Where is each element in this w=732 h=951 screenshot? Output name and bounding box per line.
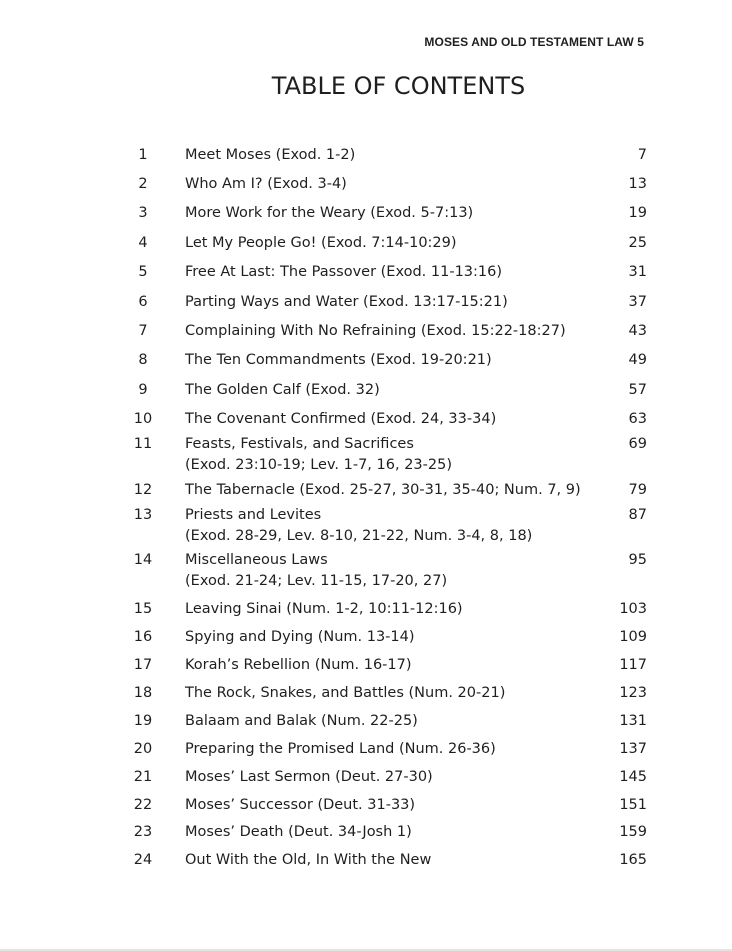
toc-entry-title — [185, 767, 433, 788]
toc-entry-title-line: Meet Moses (Exod. 1-2) — [185, 147, 356, 163]
toc-entry-title-line: Priests and Levites — [185, 507, 322, 523]
toc-entry-number: 11 — [133, 436, 153, 452]
toc-entry-title — [185, 434, 452, 476]
toc-entry-title-line: Free At Last: The Passover (Exod. 11-13:16) — [185, 264, 503, 280]
toc-entry-title-line: Moses’ Last Sermon (Deut. 27-30) — [185, 769, 433, 785]
page-title: TABLE OF CONTENTS — [271, 72, 526, 100]
toc-entry-title — [185, 683, 505, 704]
toc-entry-title-line: Leaving Sinai (Num. 1-2, 10:11-12:16) — [185, 601, 463, 617]
toc-entry-number: 13 — [133, 507, 153, 523]
toc-entry-number: 9 — [138, 382, 148, 398]
toc-entry-title-line: Spying and Dying (Num. 13-14) — [185, 629, 415, 645]
toc-entry-page-number: 43 — [628, 323, 647, 339]
toc-entry-scripture-line: (Exod. 23:10-19; Lev. 1-7, 16, 23-25) — [185, 457, 452, 473]
toc-entry-page-number: 19 — [628, 205, 647, 221]
toc-entry-page-number: 63 — [628, 411, 647, 427]
toc-entry-title-line: Moses’ Successor (Deut. 31-33) — [185, 797, 416, 813]
toc-entry-number: 14 — [133, 552, 153, 568]
toc-entry-title-line: Miscellaneous Laws — [185, 552, 328, 568]
toc-entry-page-number: 31 — [628, 264, 647, 280]
toc-entry-title — [185, 321, 566, 342]
toc-entry-title-line: The Covenant Confirmed (Exod. 24, 33-34) — [185, 411, 497, 427]
toc-entry-title-line: Complaining With No Refraining (Exod. 15:22-18:27) — [185, 323, 566, 339]
toc-entry-number: 19 — [133, 713, 153, 729]
toc-entry-title-line: Let My People Go! (Exod. 7:14-10:29) — [185, 235, 457, 251]
toc-entry-page-number: 151 — [619, 797, 647, 813]
toc-entry-title-line: Preparing the Promised Land (Num. 26-36) — [185, 741, 496, 757]
toc-entry-page-number: 49 — [628, 352, 647, 368]
toc-entry-page-number: 103 — [619, 601, 647, 617]
toc-entry-title-line: Balaam and Balak (Num. 22-25) — [185, 713, 418, 729]
toc-entry-page-number: 117 — [619, 657, 647, 673]
toc-entry-page-number: 145 — [619, 769, 647, 785]
toc-entry-page-number: 69 — [628, 436, 647, 452]
toc-entry-number: 2 — [138, 176, 148, 192]
toc-entry-number: 1 — [138, 147, 148, 163]
toc-entry-number: 22 — [133, 797, 153, 813]
toc-entry-title-line: The Tabernacle (Exod. 25-27, 30-31, 35-40; Num. 7, 9) — [185, 482, 581, 498]
toc-entry-title — [185, 233, 457, 254]
toc-entry-title — [185, 350, 492, 371]
toc-entry-page-number: 13 — [628, 176, 647, 192]
toc-entry-scripture-line: (Exod. 21-24; Lev. 11-15, 17-20, 27) — [185, 573, 448, 589]
toc-entry-title — [185, 739, 496, 760]
toc-entry-page-number: 7 — [637, 147, 647, 163]
toc-entry-number: 4 — [138, 235, 148, 251]
toc-entry-number: 23 — [133, 824, 153, 840]
toc-entry-title — [185, 850, 431, 871]
toc-entry-number: 16 — [133, 629, 153, 645]
toc-entry-number: 24 — [133, 852, 153, 868]
toc-entry-number: 18 — [133, 685, 153, 701]
toc-entry-scripture-line: (Exod. 28-29, Lev. 8-10, 21-22, Num. 3-4, 8, 18) — [185, 528, 533, 544]
toc-entry-number: 21 — [133, 769, 153, 785]
running-head: MOSES AND OLD TESTAMENT LAW 5 — [424, 35, 644, 49]
toc-entry-page-number: 137 — [619, 741, 647, 757]
toc-entry-number: 8 — [138, 352, 148, 368]
toc-entry-title — [185, 822, 412, 843]
toc-entry-title — [185, 409, 496, 430]
toc-entry-title-line: Parting Ways and Water (Exod. 13:17-15:21) — [185, 294, 508, 310]
toc-entry-page-number: 25 — [628, 235, 647, 251]
toc-entry-page-number: 95 — [628, 552, 647, 568]
toc-entry-page-number: 87 — [628, 507, 647, 523]
toc-entry-page-number: 159 — [619, 824, 647, 840]
toc-entry-title-line: Out With the Old, In With the New — [185, 852, 432, 868]
toc-entry-number: 7 — [138, 323, 148, 339]
toc-entry-title — [185, 480, 581, 501]
toc-entry-title — [185, 550, 447, 592]
toc-entry-title-line: The Ten Commandments (Exod. 19-20:21) — [185, 352, 492, 368]
toc-entry-title-line: The Golden Calf (Exod. 32) — [185, 382, 380, 398]
toc-entry-page-number: 131 — [619, 713, 647, 729]
toc-entry-title — [185, 655, 412, 676]
toc-entry-title — [185, 627, 415, 648]
toc-entry-number: 3 — [138, 205, 148, 221]
toc-entry-number: 17 — [133, 657, 153, 673]
toc-entry-page-number: 79 — [628, 482, 647, 498]
toc-entry-title — [185, 174, 347, 195]
toc-entry-title — [185, 203, 473, 224]
toc-entry-title — [185, 505, 532, 547]
toc-entry-page-number: 123 — [619, 685, 647, 701]
toc-entry-page-number: 57 — [628, 382, 647, 398]
toc-entry-number: 15 — [133, 601, 153, 617]
toc-entry-number: 12 — [133, 482, 153, 498]
toc-entry-title — [185, 711, 418, 732]
toc-entry-title — [185, 292, 508, 313]
toc-entry-number: 10 — [133, 411, 153, 427]
toc-entry-title — [185, 380, 380, 401]
toc-entry-number: 5 — [138, 264, 148, 280]
toc-entry-title — [185, 795, 415, 816]
toc-entry-page-number: 37 — [628, 294, 647, 310]
toc-entry-page-number: 165 — [619, 852, 647, 868]
toc-entry-title-line: Who Am I? (Exod. 3-4) — [185, 176, 347, 192]
toc-entry-title-line: The Rock, Snakes, and Battles (Num. 20-21) — [185, 685, 506, 701]
toc-entry-title-line: More Work for the Weary (Exod. 5-7:13) — [185, 205, 474, 221]
toc-entry-title — [185, 145, 355, 166]
toc-entry-number: 20 — [133, 741, 153, 757]
toc-entry-title-line: Moses’ Death (Deut. 34-Josh 1) — [185, 824, 412, 840]
toc-entry-title-line: Feasts, Festivals, and Sacrifices — [185, 436, 414, 452]
toc-entry-title-line: Korah’s Rebellion (Num. 16-17) — [185, 657, 412, 673]
toc-entry-number: 6 — [138, 294, 148, 310]
toc-entry-page-number: 109 — [619, 629, 647, 645]
toc-entry-title — [185, 262, 502, 283]
toc-entry-title — [185, 599, 463, 620]
